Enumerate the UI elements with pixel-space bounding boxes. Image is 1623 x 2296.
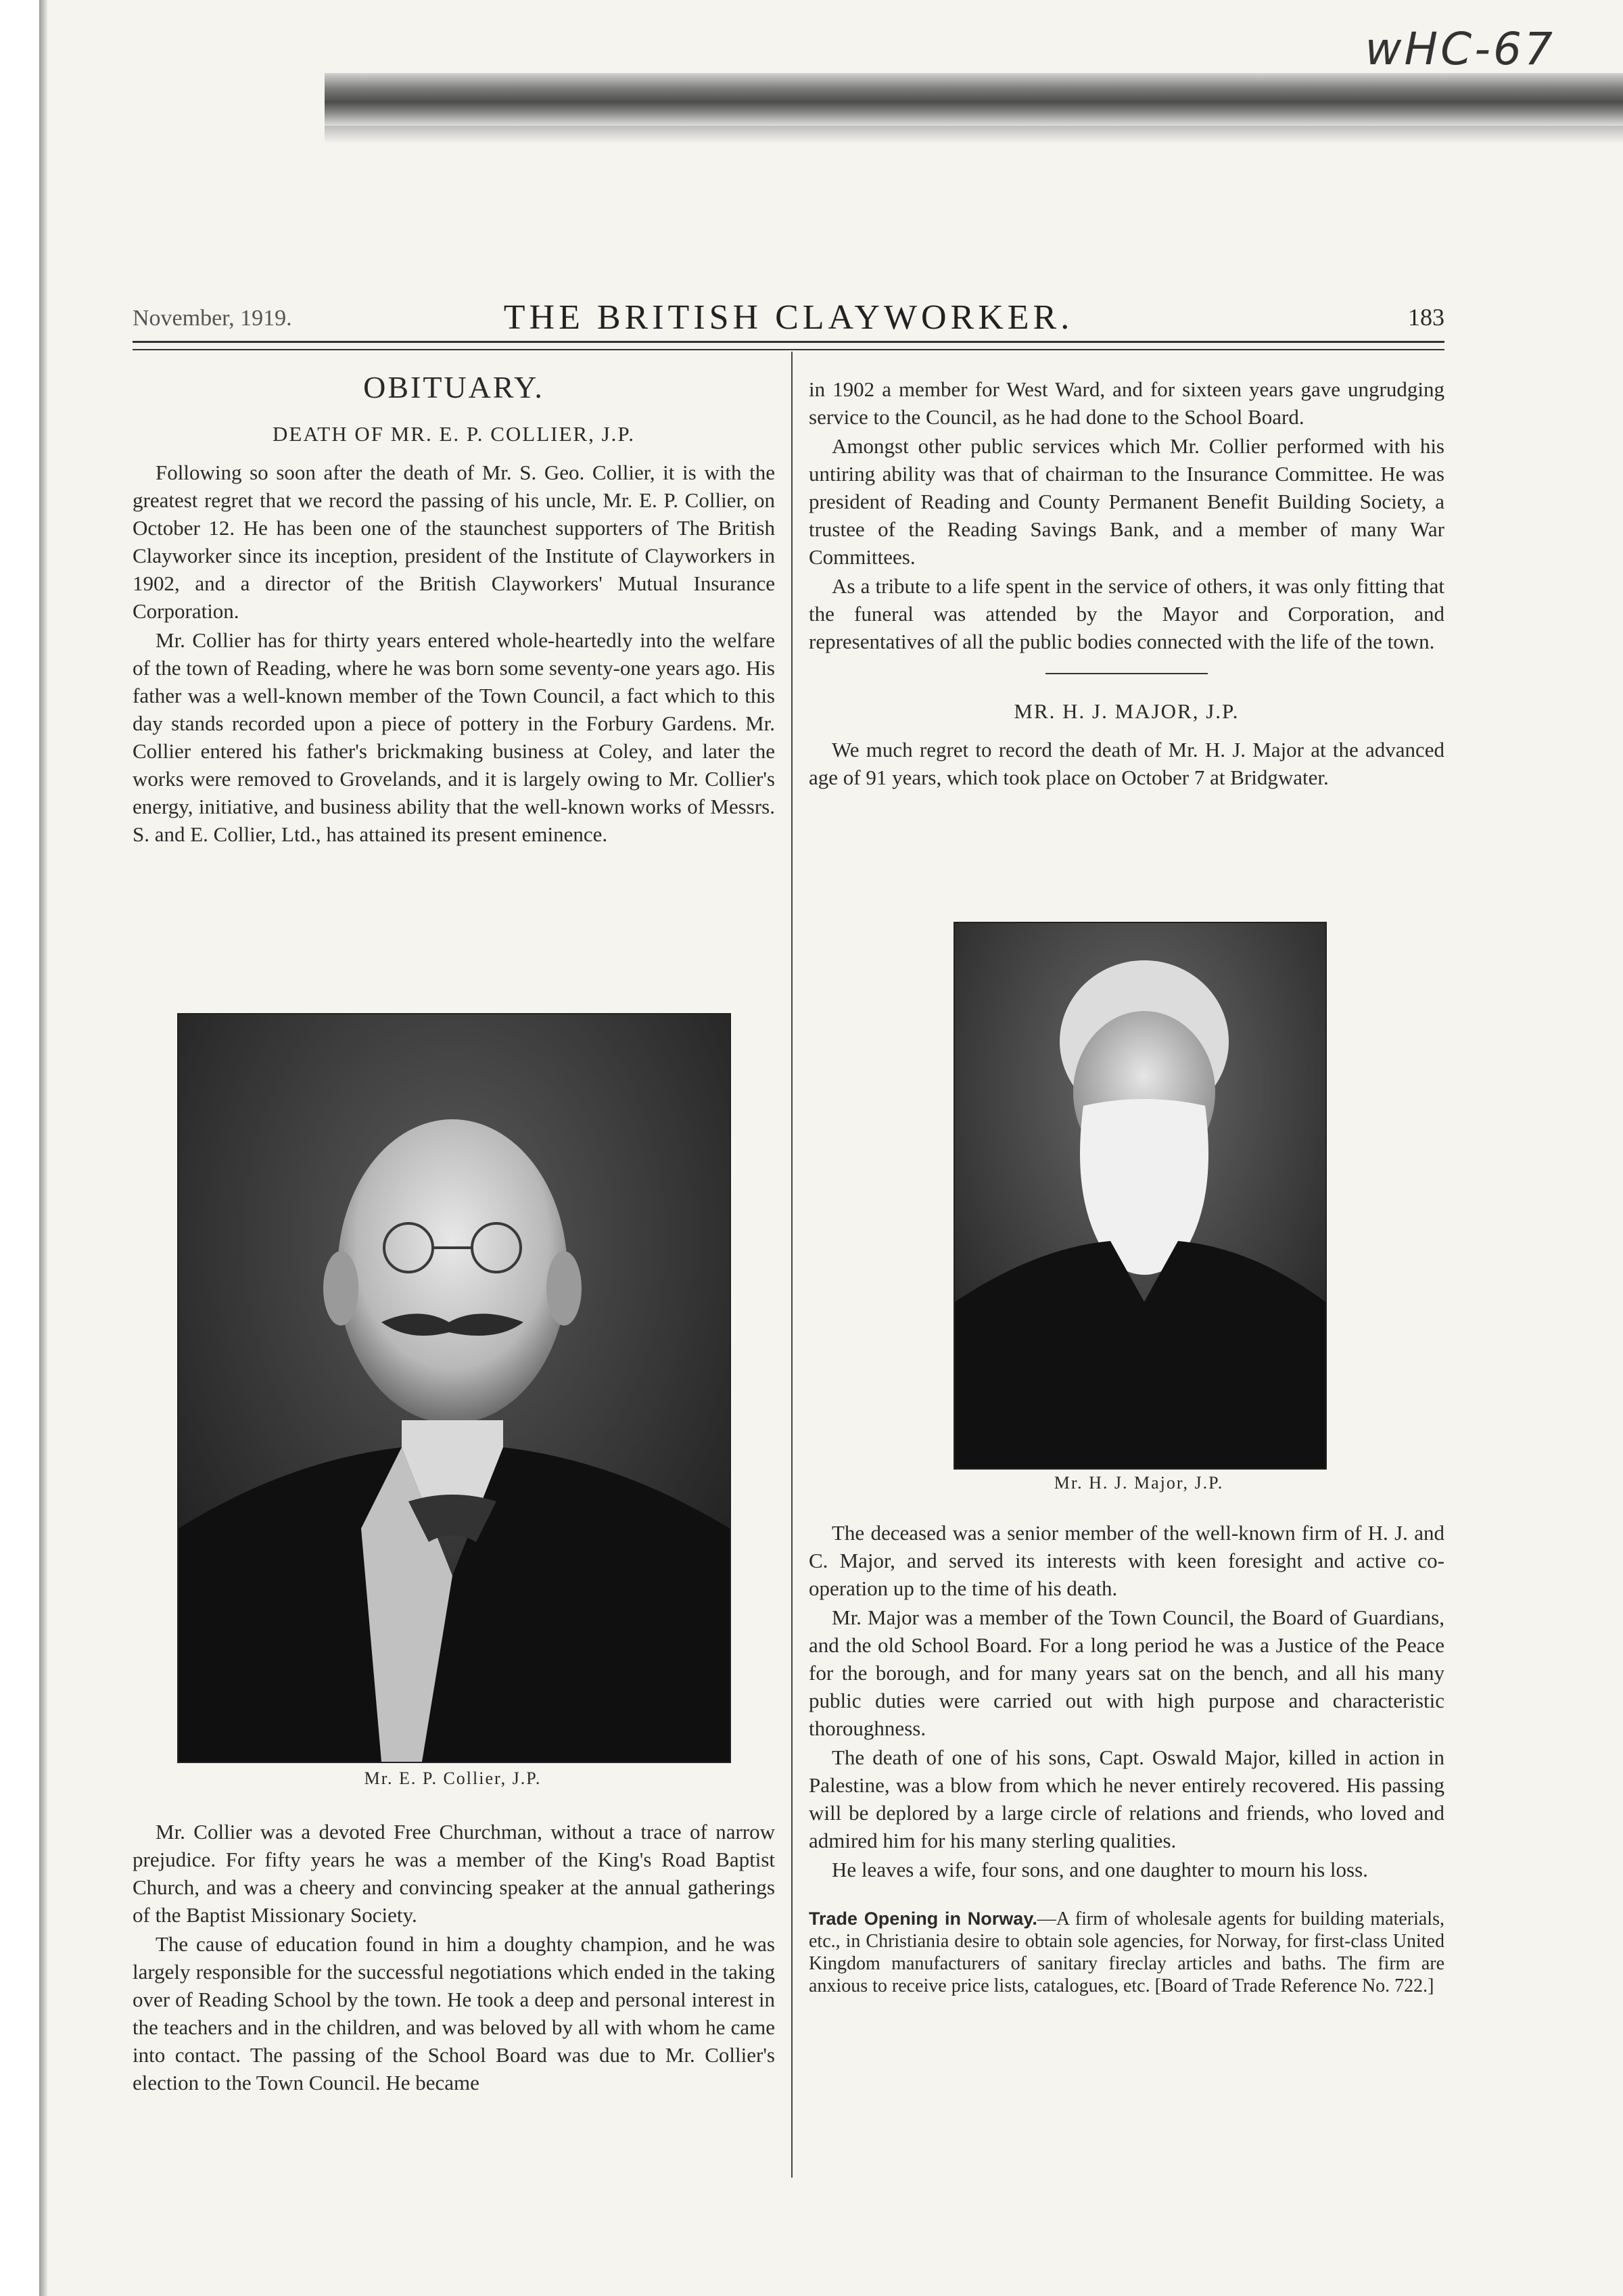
trade-notice-text: —A firm of wholesale agents for building materials, etc., in Christiania desire to obtain sole agencies, for Norway, for first-class United Kingdom manufacturers of sanitary fireclay articles and baths. The firm are anxious to receive price lists, catalogues, etc. [Board of Trade Reference No. 722.] [809, 1908, 1444, 1996]
trade-notice-lead: Trade Opening in Norway. [809, 1908, 1037, 1929]
journal-title: THE BRITISH CLAYWORKER. [503, 298, 1074, 337]
section-separator [1045, 673, 1208, 674]
collier-paragraph: Mr. Collier has for thirty years entered whole-heartedly into the welfare of the town of Reading, where he was born some seventy-one years ago. His father was a well-known member of the Town Council, a fact which to this day stands recorded upon a piece of pottery in the Forbury Gardens. Mr. Collier entered his father's brickmaking business at Coley, and later the works were removed to Grovelands, and it is largely owing to Mr. Collier's energy, initiative, and business ability that the well-known works of Messrs. S. and E. Collier, Ltd., has attained its present eminence. [133, 628, 775, 846]
collier-caption: Mr. E. P. Collier, J.P. [364, 1768, 542, 1788]
collier-continuation: As a tribute to a life spent in the service of others, it was only fitting that the funeral was attended by the Mayor and Corporation, and representatives of all the public bodies connected with the life of the town. [809, 574, 1444, 653]
major-paragraph: He leaves a wife, four sons, and one daughter to mourn his loss. [832, 1858, 1368, 1881]
right-column-top [809, 375, 1444, 793]
section-title: OBITUARY. [363, 370, 544, 404]
collier-portrait [177, 1013, 731, 1763]
left-column-top [133, 365, 775, 849]
collier-paragraph: The cause of education found in him a doughty champion, and he was largely responsible for the successful negotiations which ended in the taking over of Reading School by the town. He took a deep and personal interest in the teachers and in the children, and was beloved by all with whom he came into contact. The passing of the School Board was due to Mr. Collier's election to the Town Council. He became [133, 1932, 775, 2094]
collier-heading: DEATH OF MR. E. P. COLLIER, J.P. [273, 422, 635, 446]
header-rule [133, 341, 1444, 350]
issue-date: November, 1919. [133, 306, 292, 331]
major-caption: Mr. H. J. Major, J.P. [1054, 1473, 1224, 1493]
collier-continuation: Amongst other public services which Mr. Collier performed with his untiring ability was that of chairman to the Insurance Committee. He was president of Reading and County Permanent Benefit Building Society, a trustee of the Reading Savings Bank, and a member of many War Committees. [809, 434, 1444, 569]
major-portrait [954, 922, 1327, 1470]
column-divider [791, 352, 793, 2178]
page-edge-shadow [39, 0, 47, 2296]
major-portrait-image [955, 923, 1325, 1468]
collier-paragraph: Mr. Collier was a devoted Free Churchman, without a trace of narrow prejudice. For fifty years he was a member of the King's Road Baptist Church, and was a cheery and convincing speaker at the annual gatherings of the Baptist Missionary Society. [133, 1820, 775, 1927]
collier-continuation: in 1902 a member for West Ward, and for sixteen years gave ungrudging service to the Council, as he had done to the School Board. [809, 377, 1444, 429]
major-paragraph: The deceased was a senior member of the well-known firm of H. J. and C. Major, and served its interests with keen foresight and active co-operation up to the time of his death. [809, 1521, 1444, 1600]
handwritten-annotation: wHC-67 [1365, 23, 1555, 75]
right-column-bottom [809, 1519, 1444, 1997]
major-paragraph: Mr. Major was a member of the Town Council, the Board of Guardians, and the old School Board. For a long period he was a Justice of the Peace for the borough, and for many years sat on the bench, and all his many public duties were carried out with high purpose and characteristic thoroughness. [809, 1606, 1444, 1740]
collier-paragraph: Following so soon after the death of Mr. S. Geo. Collier, it is with the greatest regret that we record the passing of his uncle, Mr. E. P. Collier, on October 12. He has been one of the staunchest supporters of The British Clayworker since its inception, president of the Institute of Clayworkers in 1902, and a director of the British Clayworkers' Mutual Insurance Corporation. [133, 461, 775, 623]
scan-artifact-band [325, 73, 1623, 126]
major-paragraph: The death of one of his sons, Capt. Oswald Major, killed in action in Palestine, was a blow from which he never entirely recovered. His passing will be deplored by a large circle of relations and friends, who loved and admired him for his many sterling qualities. [809, 1746, 1444, 1852]
major-intro: We much regret to record the death of Mr. H. J. Major at the advanced age of 91 years, which took place on October 7 at Bridgwater. [809, 738, 1444, 789]
left-column-bottom [133, 1818, 775, 2098]
page-number: 183 [1408, 304, 1444, 331]
collier-portrait-image [179, 1014, 730, 1762]
scan-artifact-fade [325, 126, 1623, 143]
page-header [133, 291, 1444, 338]
major-heading: MR. H. J. MAJOR, J.P. [1014, 699, 1240, 723]
trade-notice [809, 1908, 1444, 1997]
